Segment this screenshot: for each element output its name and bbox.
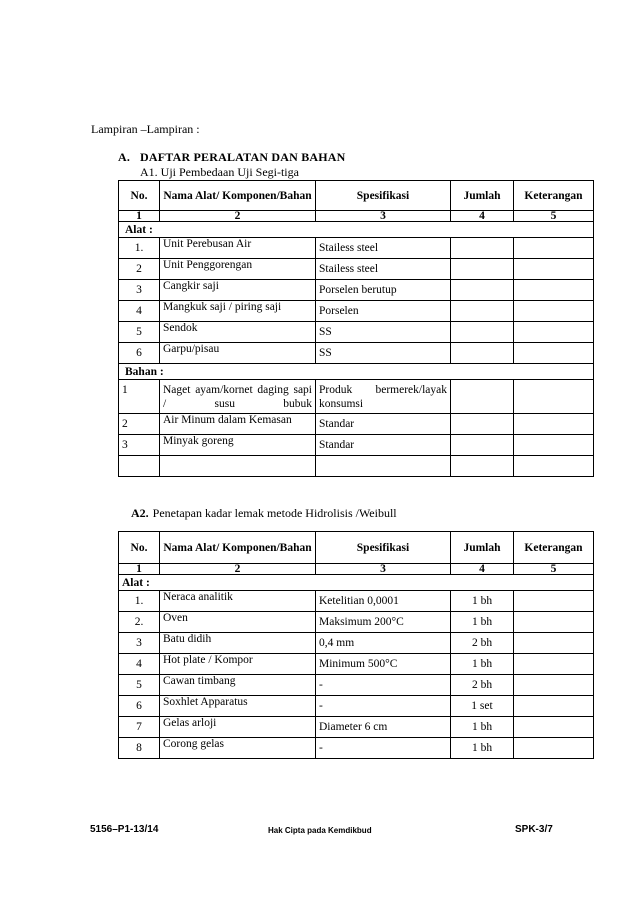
col-header-qty: Jumlah (451, 181, 514, 211)
table-row (119, 717, 594, 738)
cell-name: Cawan timbang (160, 675, 316, 696)
cell-note (514, 301, 594, 322)
cell-name: Unit Penggorengan (160, 259, 316, 280)
col-number: 3 (316, 564, 451, 575)
cell-note (514, 654, 594, 675)
cell-note (514, 717, 594, 738)
cell-spec: Porselen berutup (316, 280, 451, 301)
cell-spec: Stailess steel (316, 238, 451, 259)
cell-no: 2 (119, 414, 160, 435)
cell-spec: 0,4 mm (316, 633, 451, 654)
col-number: 4 (451, 211, 514, 222)
a2-number-row (119, 564, 594, 575)
table-row (119, 259, 594, 280)
cell-note (514, 238, 594, 259)
table-row (119, 380, 594, 414)
cell-name: Soxhlet Apparatus (160, 696, 316, 717)
col-header-no: No. (119, 181, 160, 211)
cell-name: Neraca analitik (160, 591, 316, 612)
cell-spec: Maksimum 200°C (316, 612, 451, 633)
cell-qty: 2 bh (451, 675, 514, 696)
cell-no: 4 (119, 301, 160, 322)
col-number: 5 (514, 564, 594, 575)
table-row (119, 654, 594, 675)
cell-qty: 1 bh (451, 612, 514, 633)
cell-no: 3 (119, 280, 160, 301)
section-heading (118, 150, 346, 165)
alat-label: Alat : (119, 575, 594, 591)
cell-name: Cangkir saji (160, 280, 316, 301)
cell-name: Naget ayam/kornet daging sapi / susu bubuk (160, 380, 316, 414)
cell-note (514, 280, 594, 301)
cell-qty (451, 301, 514, 322)
table-row (119, 435, 594, 456)
table-row (119, 696, 594, 717)
cell-spec: Stailess steel (316, 259, 451, 280)
a1-number-row (119, 211, 594, 222)
cell-qty: 1 bh (451, 738, 514, 759)
cell-spec: Produk bermerek/layak konsumsi (316, 380, 451, 414)
cell-spec: Ketelitian 0,0001 (316, 591, 451, 612)
a1-bahan-section-row (119, 364, 594, 380)
table-row (119, 301, 594, 322)
cell-qty: 1 bh (451, 654, 514, 675)
cell-qty (451, 435, 514, 456)
cell-no: 5 (119, 322, 160, 343)
col-header-note: Keterangan (514, 532, 594, 564)
cell-note (514, 612, 594, 633)
table-row (119, 280, 594, 301)
a1-table (118, 180, 594, 477)
a2-alat-section-row (119, 575, 594, 591)
col-header-qty: Jumlah (451, 532, 514, 564)
col-number: 5 (514, 211, 594, 222)
a2-caption (131, 506, 397, 521)
cell-spec: Standar (316, 435, 451, 456)
cell-note (514, 696, 594, 717)
cell-spec: Diameter 6 cm (316, 717, 451, 738)
cell-no: 1. (119, 591, 160, 612)
bahan-label: Bahan : (119, 364, 594, 380)
col-number: 2 (160, 564, 316, 575)
cell-name: Unit Perebusan Air (160, 238, 316, 259)
a2-caption-text: Penetapan kadar lemak metode Hidrolisis /Weibull (152, 506, 397, 520)
cell-name: Hot plate / Kompor (160, 654, 316, 675)
table-row (119, 343, 594, 364)
cell-no: 3 (119, 435, 160, 456)
cell-no: 6 (119, 343, 160, 364)
a2-table (118, 531, 594, 759)
cell-note (514, 435, 594, 456)
a2-caption-number: A2. (131, 506, 149, 520)
a1-caption: A1. Uji Pembedaan Uji Segi-tiga (140, 165, 299, 179)
table-row (119, 322, 594, 343)
table-row (119, 738, 594, 759)
a1-header-row (119, 181, 594, 211)
cell-qty (451, 280, 514, 301)
cell-no: 8 (119, 738, 160, 759)
cell-note (514, 675, 594, 696)
cell-qty (451, 322, 514, 343)
footer-page-code: SPK-3/7 (515, 824, 553, 835)
footer-copyright: Hak Cipta pada Kemdikbud (268, 826, 372, 835)
cell-no: 1 (119, 380, 160, 414)
table-row (119, 238, 594, 259)
a1-alat-section-row (119, 222, 594, 238)
cell-note (514, 380, 594, 414)
col-number: 3 (316, 211, 451, 222)
col-header-name: Nama Alat/ Komponen/Bahan (160, 181, 316, 211)
col-header-no: No. (119, 532, 160, 564)
cell-qty (451, 414, 514, 435)
table-row (119, 612, 594, 633)
cell-no: 1. (119, 238, 160, 259)
cell-name: Minyak goreng (160, 435, 316, 456)
table-row (119, 591, 594, 612)
cell-qty (451, 259, 514, 280)
cell-name: Batu didih (160, 633, 316, 654)
intro-text: Lampiran –Lampiran : (91, 122, 200, 136)
footer-doc-code: 5156–P1-13/14 (90, 824, 159, 835)
table-row-empty (119, 456, 594, 477)
cell-no: 5 (119, 675, 160, 696)
cell-no: 6 (119, 696, 160, 717)
cell-spec: Porselen (316, 301, 451, 322)
cell-qty (451, 380, 514, 414)
col-header-note: Keterangan (514, 181, 594, 211)
cell-name: Corong gelas (160, 738, 316, 759)
cell-no: 7 (119, 717, 160, 738)
section-title: DAFTAR PERALATAN DAN BAHAN (140, 150, 346, 164)
cell-note (514, 633, 594, 654)
cell-spec: - (316, 696, 451, 717)
table-row (119, 633, 594, 654)
cell-name: Oven (160, 612, 316, 633)
col-number: 4 (451, 564, 514, 575)
cell-note (514, 259, 594, 280)
cell-note (514, 414, 594, 435)
cell-no: 3 (119, 633, 160, 654)
cell-qty: 1 bh (451, 717, 514, 738)
a2-header-row (119, 532, 594, 564)
cell-spec: Standar (316, 414, 451, 435)
col-header-spec: Spesifikasi (316, 181, 451, 211)
cell-note (514, 591, 594, 612)
section-letter: A. (118, 150, 131, 164)
alat-label: Alat : (119, 222, 594, 238)
cell-spec: - (316, 675, 451, 696)
cell-spec: - (316, 738, 451, 759)
cell-qty (451, 343, 514, 364)
cell-note (514, 322, 594, 343)
cell-qty: 1 bh (451, 591, 514, 612)
cell-name: Sendok (160, 322, 316, 343)
table-row (119, 414, 594, 435)
col-number: 2 (160, 211, 316, 222)
cell-name: Garpu/pisau (160, 343, 316, 364)
cell-spec: SS (316, 322, 451, 343)
cell-no: 2 (119, 259, 160, 280)
table-row (119, 675, 594, 696)
col-header-spec: Spesifikasi (316, 532, 451, 564)
cell-no: 2. (119, 612, 160, 633)
cell-qty: 1 set (451, 696, 514, 717)
col-number: 1 (119, 211, 160, 222)
cell-no: 4 (119, 654, 160, 675)
col-header-name: Nama Alat/ Komponen/Bahan (160, 532, 316, 564)
cell-spec: Minimum 500°C (316, 654, 451, 675)
cell-name: Gelas arloji (160, 717, 316, 738)
cell-qty: 2 bh (451, 633, 514, 654)
cell-note (514, 738, 594, 759)
cell-qty (451, 238, 514, 259)
cell-name: Air Minum dalam Kemasan (160, 414, 316, 435)
cell-name: Mangkuk saji / piring saji (160, 301, 316, 322)
col-number: 1 (119, 564, 160, 575)
cell-spec: SS (316, 343, 451, 364)
cell-note (514, 343, 594, 364)
